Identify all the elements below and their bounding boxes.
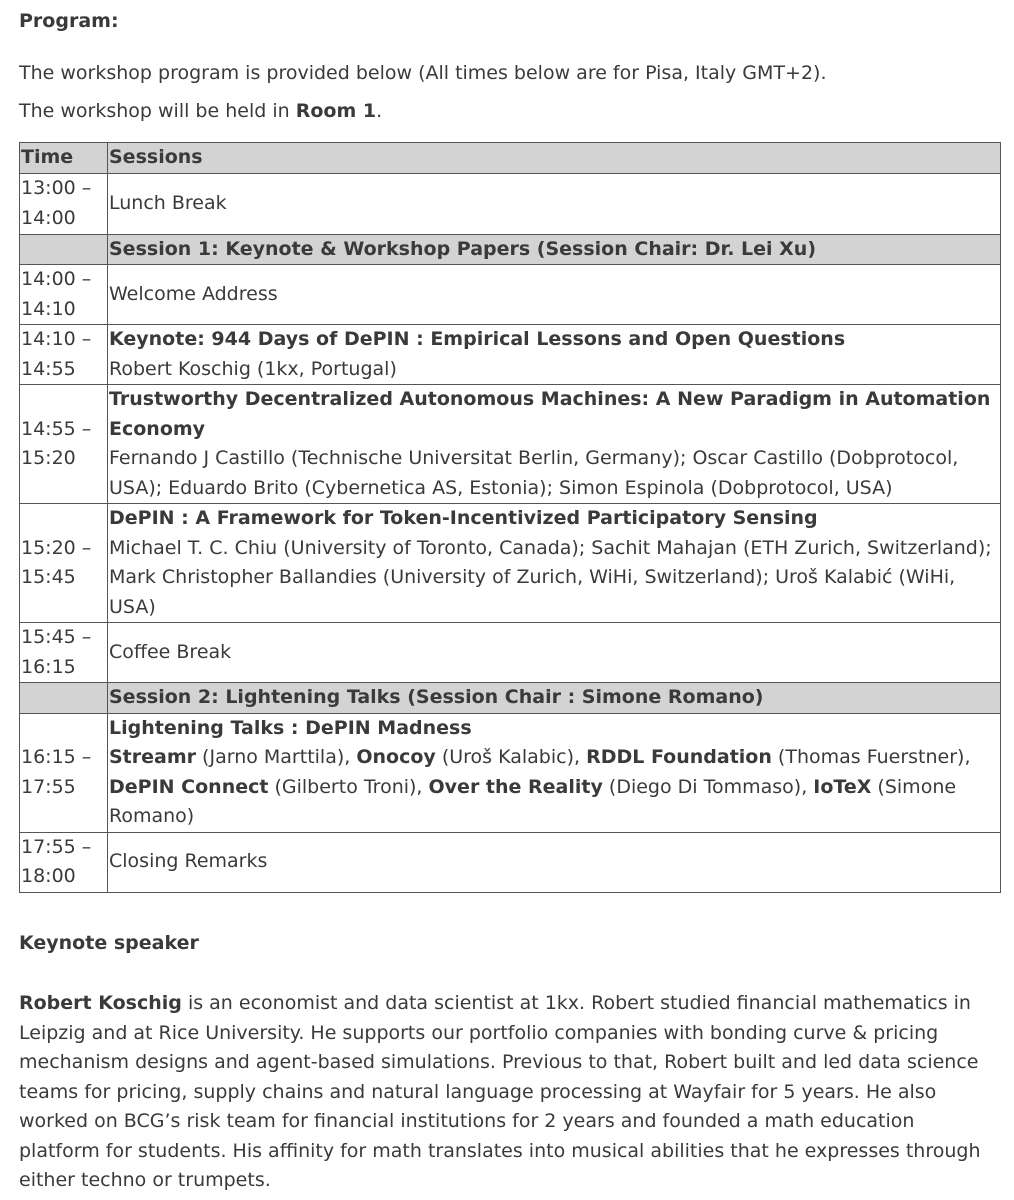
venue-room: Room 1 [295, 100, 377, 122]
header-time: Time [20, 143, 108, 174]
venue-prefix: The workshop will be held in [19, 100, 296, 122]
table-row [20, 504, 1001, 623]
keynote-bio-text: is an economist and data scientist at 1kx. Robert studied financial mathematics in Leipzig and at Rice University. He supports our portfolio companies with bonding curve & pricing mechanism designs and agent-based simulations. Previous to that, Robert built and led data science teams for pricing, supply chains and natural language processing at Wayfair for 5 years. He also worked on BCG’s risk team for financial institutions for 2 years and founded a math education platform for students. His affinity for math translates into musical abilities that he expresses through either techno or trumpets. [19, 992, 981, 1191]
row-title: Closing Remarks [108, 832, 1001, 892]
talk-title: Trustworthy Decentralized Autonomous Machines: A New Paradigm in Automation Economy [109, 388, 991, 440]
talk-project: IoTeX [813, 775, 872, 798]
table-row [20, 832, 1001, 892]
row-time: 15:45 – 16:15 [20, 623, 108, 683]
row-title: Coffee Break [108, 623, 1001, 683]
talk-speaker: (Uroš Kalabic), [435, 746, 587, 768]
talk-title: Lightening Talks : DePIN Madness [109, 716, 472, 739]
talk-speaker: (Simone Romano) [109, 775, 957, 827]
venue-line [19, 97, 382, 127]
row-time: 16:15 – 17:55 [20, 713, 108, 832]
talk-speaker: (Diego Di Tommaso), [602, 775, 814, 798]
session-row [20, 234, 1001, 265]
row-content [108, 325, 1001, 385]
talk-project: Over the Reality [428, 775, 603, 798]
row-time: 14:10 – 14:55 [20, 325, 108, 385]
talk-project: DePIN Connect [109, 775, 269, 798]
talk-authors: Michael T. C. Chiu (University of Toronto, Canada); Sachit Mahajan (ETH Zurich, Switzerland); Mark Christopher Ballandies (University of Zurich, WiHi, Switzerland); Uroš Kalabić (WiHi, USA) [109, 536, 992, 618]
table-row [20, 325, 1001, 385]
row-time: 14:00 – 14:10 [20, 265, 108, 325]
talk-speaker: (Jarno Marttila), [196, 746, 357, 768]
talk-project: Onocoy [356, 746, 436, 768]
row-content [108, 504, 1001, 623]
session-time-empty [20, 683, 108, 714]
keynote-name: Robert Koschig [19, 992, 182, 1014]
table-header-row [20, 143, 1001, 174]
keynote-heading: Keynote speaker [19, 932, 199, 954]
talk-project: Streamr [109, 746, 197, 768]
talk-speaker: (Thomas Fuerstner), [771, 746, 971, 768]
row-content [108, 385, 1001, 504]
talk-speaker: (Gilberto Troni), [268, 775, 429, 798]
row-title: Welcome Address [108, 265, 1001, 325]
row-time: 17:55 – 18:00 [20, 832, 108, 892]
keynote-bio [19, 989, 999, 1196]
row-content [108, 713, 1001, 832]
session-row [20, 683, 1001, 714]
talk-authors: Fernando J Castillo (Technische Universitat Berlin, Germany); Oscar Castillo (Dobprotocol, USA); Eduardo Brito (Cybernetica AS, Estonia); Simon Espinola (Dobprotocol, USA) [109, 447, 959, 499]
table-row [20, 385, 1001, 504]
table-row [20, 265, 1001, 325]
session-time-empty [20, 234, 108, 265]
table-row [20, 713, 1001, 832]
venue-suffix: . [376, 100, 383, 122]
talk-title: DePIN : A Framework for Token-Incentivized Participatory Sensing [109, 507, 818, 529]
header-sessions: Sessions [108, 143, 1001, 174]
table-row [20, 623, 1001, 683]
row-title: Lunch Break [108, 173, 1001, 234]
row-time: 13:00 – 14:00 [20, 173, 108, 234]
program-heading: Program: [19, 10, 119, 32]
session-title: Session 2: Lightening Talks (Session Chair : Simone Romano) [108, 683, 1001, 714]
program-table [19, 142, 1001, 893]
program-intro: The workshop program is provided below (All times below are for Pisa, Italy GMT+2). [19, 62, 827, 84]
table-row [20, 173, 1001, 234]
row-time: 15:20 – 15:45 [20, 504, 108, 623]
talk-project: RDDL Foundation [586, 746, 772, 768]
session-title: Session 1: Keynote & Workshop Papers (Session Chair: Dr. Lei Xu) [108, 234, 1001, 265]
talk-authors: Robert Koschig (1kx, Portugal) [109, 357, 397, 380]
talk-list [109, 743, 1000, 832]
row-time: 14:55 – 15:20 [20, 385, 108, 504]
talk-title: Keynote: 944 Days of DePIN : Empirical Lessons and Open Questions [109, 328, 846, 350]
